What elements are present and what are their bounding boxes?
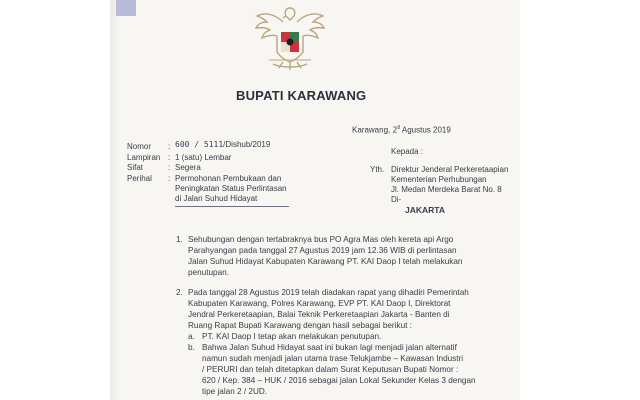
- item-line: Jalan Suhud Hidayat Kabupaten Karawang PT. KAI Daop I telah melakukan: [188, 257, 463, 266]
- place-date-prefix: Karawang,: [352, 125, 391, 135]
- meta-label-perihal: Perihal: [127, 174, 152, 183]
- subitem-line: Bahwa Jalan Suhud Hidayat saat ini bukan lagi menjadi jalan alternatif: [202, 343, 457, 352]
- subitem-line: 620 / Kep. 384 – HUK / 2016 sebagai jalan Lokal Sekunder Kelas 3 dengan: [202, 376, 476, 385]
- subitem-line: / PERURI dan telah ditetapkan dalam Surat Keputusan Bupati Nomor :: [202, 365, 459, 374]
- meta-label-nomor: Nomor: [127, 142, 152, 151]
- recipient-city: JAKARTA: [405, 205, 445, 215]
- item-line: Kabupaten Karawang, Polres Karawang, EVP PT. KAI Daop I, Direktorat: [188, 299, 451, 308]
- subitem-line: tipe jalan 2 / 2UD.: [202, 387, 268, 396]
- meta-colon: :: [168, 163, 171, 172]
- item-line: Ruang Rapat Bupati Karawang dengan hasil sebagai berikut :: [188, 321, 412, 330]
- item-line: Parahyangan pada tanggal 27 Agustus 2019 jam 12.36 WIB di perlintasan: [188, 246, 457, 255]
- recipient-line: Di-: [391, 195, 402, 204]
- perihal-line: Permohonan Pembukaan dan: [175, 174, 282, 183]
- perihal-line: Peningkatan Status Perlintasan: [175, 184, 287, 193]
- recipient-line: Kementerian Perhubungan: [391, 175, 487, 184]
- meta-label-sifat: Sifat: [127, 163, 144, 172]
- date-day-handwritten: 2: [392, 125, 398, 135]
- kepada-label: Kepada :: [391, 147, 424, 156]
- recipient-line: Jl. Medan Merdeka Barat No. 8: [391, 185, 502, 194]
- meta-value-lampiran: 1 (satu) Lembar: [175, 153, 232, 162]
- page-shadow: [110, 0, 120, 400]
- corner-tab: [116, 0, 136, 16]
- item-number: 2.: [176, 288, 183, 297]
- perihal-line: di Jalan Suhud Hidayat: [175, 194, 258, 203]
- subitem-letter: b.: [188, 343, 195, 352]
- subitem-line: PT. KAI Daop I tetap akan melakukan penutupan.: [202, 332, 382, 341]
- item-number: 1.: [176, 235, 183, 244]
- place-date-suffix: Agustus 2019: [401, 125, 451, 135]
- nomor-suffix: /Dishub/2019: [223, 140, 271, 149]
- meta-value-nomor: [175, 140, 270, 149]
- meta-colon: :: [168, 174, 171, 183]
- meta-value-sifat: Segera: [175, 163, 201, 172]
- garuda-emblem-icon: [253, 2, 327, 72]
- place-date: [352, 124, 451, 135]
- date-sup-handwritten: 8: [397, 125, 401, 131]
- recipient-line: Direktur Jenderal Perkeretaapian: [391, 165, 509, 174]
- letterhead-title: BUPATI KARAWANG: [236, 88, 367, 103]
- item-line: penutupan.: [188, 268, 229, 277]
- nomor-handwritten: 600 / 5111: [175, 140, 224, 149]
- meta-colon: :: [168, 142, 171, 151]
- yth-label: Yth.: [370, 165, 385, 174]
- item-line: Sehubungan dengan tertabraknya bus PO Agra Mas oleh kereta api Argo: [188, 235, 454, 244]
- subitem-letter: a.: [188, 332, 195, 341]
- meta-label-lampiran: Lampiran: [127, 153, 161, 162]
- perihal-underline: [175, 206, 289, 207]
- item-line: Pada tanggal 28 Agustus 2019 telah diadakan rapat yang dihadiri Pemerintah: [188, 288, 469, 297]
- item-line: Jendral Perkeretaapian, Balai Teknik Perkeretaapian Jakarta - Banten di: [188, 310, 450, 319]
- meta-colon: :: [168, 153, 171, 162]
- subitem-line: namun sudah menjadi jalan utama trase Telukjambe – Kawasan Industri: [202, 354, 464, 363]
